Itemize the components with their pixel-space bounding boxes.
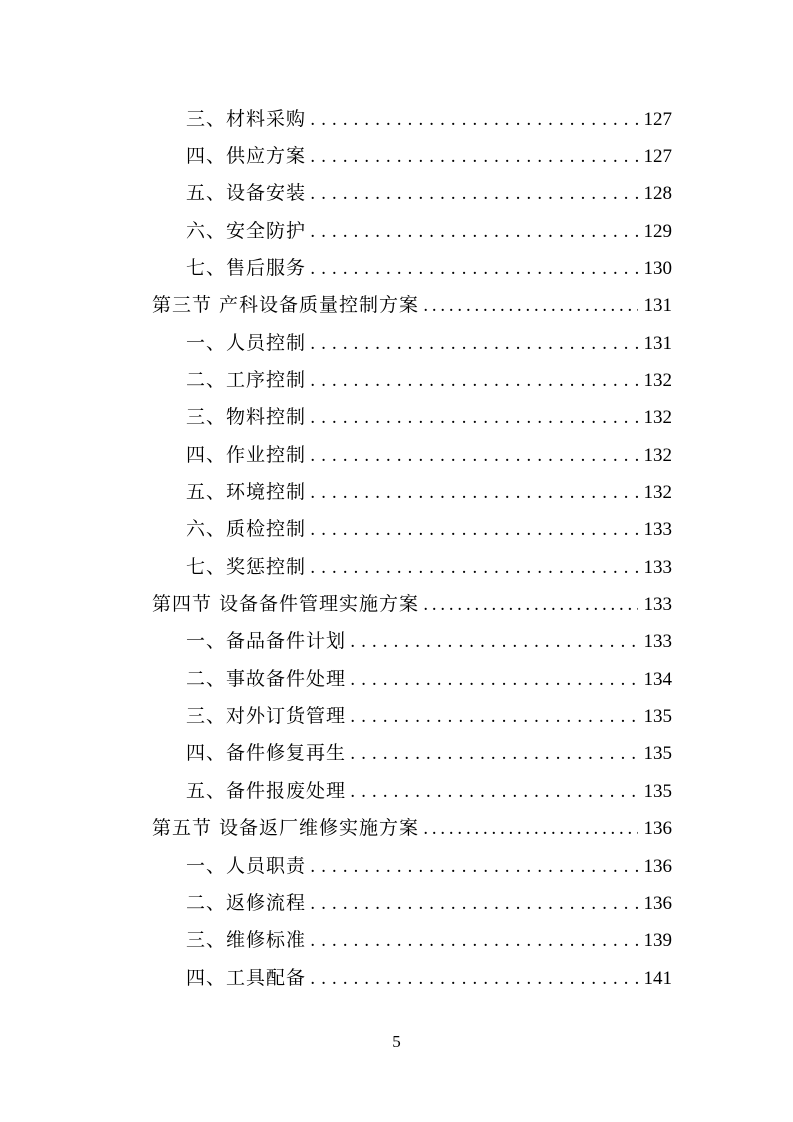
toc-subsection-entry[interactable] xyxy=(186,511,672,548)
toc-entry-title: 第四节 设备备件管理实施方案 xyxy=(152,593,420,616)
toc-dot-leader xyxy=(310,102,637,139)
toc-entry-page-number: 133 xyxy=(643,631,672,653)
toc-entry-page-number: 133 xyxy=(643,519,672,541)
toc-entry-title: 四、工具配备 xyxy=(186,966,307,989)
toc-dot-leader xyxy=(310,363,637,400)
toc-section-entry[interactable] xyxy=(152,586,672,623)
toc-dot-leader xyxy=(310,438,637,475)
toc-entry-title: 四、供应方案 xyxy=(186,144,307,167)
toc-entry-page-number: 132 xyxy=(643,482,672,503)
toc-dot-leader xyxy=(350,736,637,773)
toc-subsection-entry[interactable] xyxy=(186,848,672,885)
toc-subsection-entry[interactable] xyxy=(186,362,672,399)
toc-dot-leader xyxy=(310,139,637,176)
toc-dot-leader xyxy=(350,774,637,811)
toc-subsection-entry[interactable] xyxy=(186,138,672,175)
toc-dot-leader xyxy=(350,699,637,736)
toc-dot-leader xyxy=(423,811,637,848)
toc-dot-leader xyxy=(310,326,637,363)
toc-entry-page-number: 133 xyxy=(643,556,672,578)
toc-subsection-entry[interactable] xyxy=(186,213,672,250)
toc-entry-title: 五、设备安装 xyxy=(186,182,307,205)
toc-entry-title: 二、事故备件处理 xyxy=(186,667,347,690)
toc-entry-page-number: 127 xyxy=(643,108,672,130)
toc-subsection-entry[interactable] xyxy=(186,250,672,287)
toc-dot-leader xyxy=(310,400,637,437)
toc-entry-title: 七、售后服务 xyxy=(186,256,307,279)
toc-subsection-entry[interactable] xyxy=(186,549,672,586)
toc-dot-leader xyxy=(350,624,637,661)
toc-entry-title: 一、人员职责 xyxy=(186,854,307,877)
toc-dot-leader xyxy=(310,475,637,512)
toc-entry-page-number: 132 xyxy=(643,444,672,466)
toc-entry-page-number: 131 xyxy=(643,332,672,354)
toc-subsection-entry[interactable] xyxy=(186,661,672,698)
toc-subsection-entry[interactable] xyxy=(186,325,672,362)
toc-entry-page-number: 136 xyxy=(643,855,672,877)
toc-entry-title: 三、材料采购 xyxy=(186,107,307,130)
toc-entry-title: 第三节 产科设备质量控制方案 xyxy=(152,294,420,317)
toc-section-entry[interactable] xyxy=(152,810,672,847)
toc-subsection-entry[interactable] xyxy=(186,399,672,436)
toc-entry-title: 四、作业控制 xyxy=(186,443,307,466)
toc-dot-leader xyxy=(310,550,637,587)
toc-subsection-entry[interactable] xyxy=(186,101,672,138)
page-number: 5 xyxy=(392,1032,401,1051)
toc-subsection-entry[interactable] xyxy=(186,623,672,660)
toc-entry-title: 五、备件报废处理 xyxy=(186,779,347,802)
toc-dot-leader xyxy=(310,512,637,549)
toc-entry-title: 七、奖惩控制 xyxy=(186,555,307,578)
toc-entry-page-number: 128 xyxy=(643,183,672,205)
toc-entry-page-number: 129 xyxy=(643,220,672,242)
toc-dot-leader xyxy=(310,176,637,213)
toc-entry-page-number: 130 xyxy=(643,257,672,279)
toc-entry-title: 三、维修标准 xyxy=(186,929,307,952)
toc-dot-leader xyxy=(310,886,637,923)
toc-dot-leader xyxy=(423,587,637,624)
toc-entry-page-number: 132 xyxy=(643,407,672,429)
toc-subsection-entry[interactable] xyxy=(186,437,672,474)
toc-entry-title: 一、备品备件计划 xyxy=(186,630,347,653)
toc-entry-page-number: 135 xyxy=(643,706,672,728)
toc-entry-title: 第五节 设备返厂维修实施方案 xyxy=(152,817,420,840)
toc-entry-title: 四、备件修复再生 xyxy=(186,742,347,765)
toc-entry-page-number: 127 xyxy=(643,145,672,167)
toc-dot-leader xyxy=(350,662,637,699)
toc-subsection-entry[interactable] xyxy=(186,922,672,959)
toc-subsection-entry[interactable] xyxy=(186,885,672,922)
toc-subsection-entry[interactable] xyxy=(186,175,672,212)
toc-entry-page-number: 135 xyxy=(643,780,672,802)
toc-entry-title: 一、人员控制 xyxy=(186,331,307,354)
toc-dot-leader xyxy=(310,961,637,998)
toc-entry-page-number: 139 xyxy=(643,930,672,952)
toc-dot-leader xyxy=(310,849,637,886)
toc-entry-title: 六、安全防护 xyxy=(186,219,307,242)
toc-subsection-entry[interactable] xyxy=(186,960,672,997)
toc-entry-title: 三、对外订货管理 xyxy=(186,705,347,728)
toc-entry-page-number: 141 xyxy=(643,967,672,989)
toc-dot-leader xyxy=(310,251,637,288)
toc-entry-title: 五、环境控制 xyxy=(186,481,307,503)
toc-entry-title: 六、质检控制 xyxy=(186,518,307,541)
toc-subsection-entry[interactable] xyxy=(186,735,672,772)
toc-entry-page-number: 132 xyxy=(643,369,672,391)
toc-entry-page-number: 133 xyxy=(643,594,672,616)
toc-entry-page-number: 135 xyxy=(643,743,672,765)
toc-entry-page-number: 136 xyxy=(643,818,672,840)
toc-section-entry[interactable] xyxy=(152,287,672,324)
toc-dot-leader xyxy=(310,214,637,251)
toc-entry-title: 二、返修流程 xyxy=(186,891,307,914)
toc-dot-leader xyxy=(310,923,637,960)
toc-entry-page-number: 136 xyxy=(643,892,672,914)
toc-entry-page-number: 131 xyxy=(643,295,672,317)
toc-subsection-entry[interactable] xyxy=(186,474,672,511)
toc-entry-title: 二、工序控制 xyxy=(186,368,307,391)
toc-entry-page-number: 134 xyxy=(643,668,672,690)
toc-subsection-entry[interactable] xyxy=(186,773,672,810)
toc-subsection-entry[interactable] xyxy=(186,698,672,735)
toc-dot-leader xyxy=(423,288,637,325)
toc-entry-title: 三、物料控制 xyxy=(186,406,307,429)
